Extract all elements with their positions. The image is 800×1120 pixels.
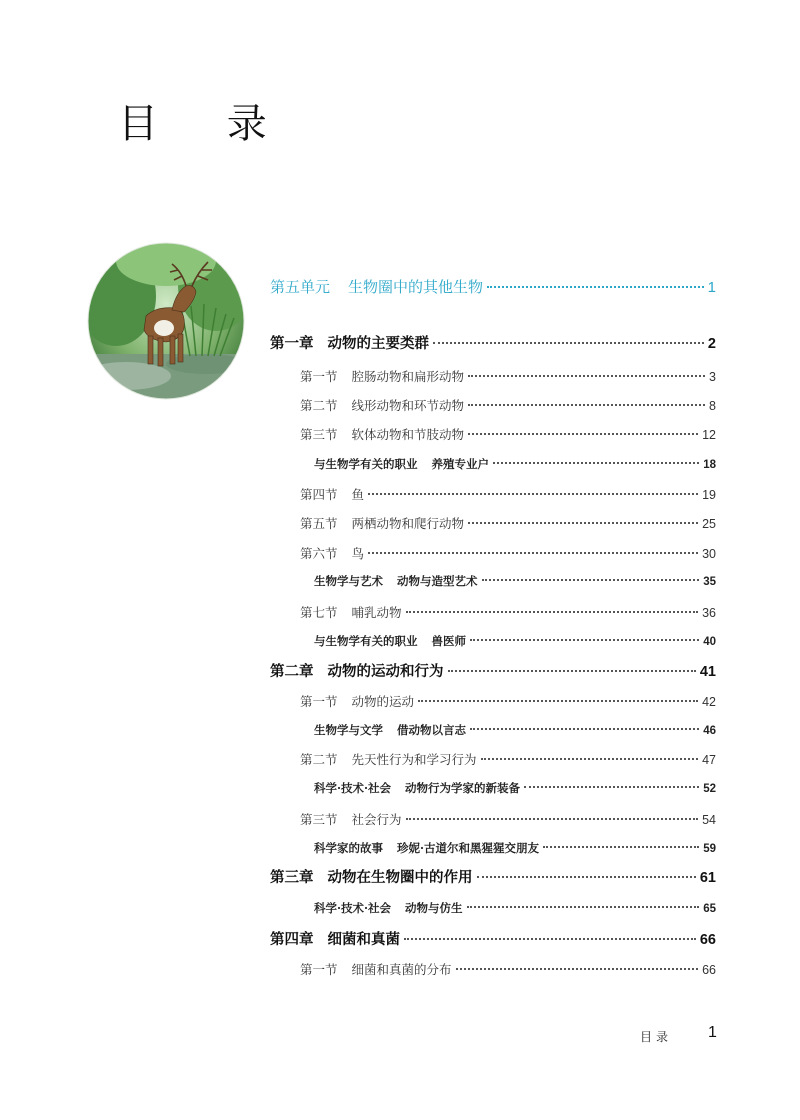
unit-entry[interactable] [270, 276, 716, 297]
chapter-prefix: 第二章 [270, 663, 314, 680]
dot-leader [477, 876, 696, 878]
dot-leader [468, 375, 705, 377]
section-title: 软体动物和节肢动物 [351, 427, 465, 442]
page-title: 目 录 [118, 101, 295, 147]
dot-leader [468, 404, 705, 406]
section-page: 36 [702, 606, 716, 620]
section-title: 细菌和真菌的分布 [351, 962, 452, 977]
dot-leader [448, 670, 696, 672]
section-page: 19 [702, 488, 716, 502]
unit-prefix: 第五单元 [270, 278, 331, 296]
section-prefix: 第一节 [300, 962, 338, 977]
chapter-entry[interactable] [270, 928, 716, 949]
section-title: 社会行为 [351, 812, 402, 827]
unit-title: 生物圈中的其他生物 [348, 278, 484, 296]
chapter-title: 动物的主要类群 [327, 335, 429, 352]
section-entry[interactable] [300, 514, 716, 532]
special-title: 养殖专业户 [431, 457, 489, 471]
section-title: 腔肠动物和扁形动物 [351, 369, 465, 384]
section-page: 42 [702, 695, 716, 709]
section-prefix: 第七节 [300, 605, 338, 620]
dot-leader [524, 786, 699, 788]
special-title: 借动物以言志 [397, 723, 466, 737]
section-prefix: 第五节 [300, 516, 338, 531]
section-entry[interactable] [300, 544, 716, 562]
section-title: 两栖动物和爬行动物 [351, 516, 465, 531]
section-entry[interactable] [300, 367, 716, 385]
section-title: 鱼 [351, 487, 365, 502]
dot-leader [487, 286, 704, 288]
dot-leader [404, 938, 696, 940]
section-entry[interactable] [300, 603, 716, 621]
chapter-title: 动物在生物圈中的作用 [327, 869, 473, 886]
dot-leader [468, 433, 698, 435]
special-entry[interactable] [314, 722, 716, 738]
special-prefix: 与生物学有关的职业 [314, 634, 418, 648]
section-entry[interactable] [300, 810, 716, 828]
special-prefix: 生物学与艺术 [314, 574, 383, 588]
section-entry[interactable] [300, 485, 716, 503]
special-prefix: 生物学与文学 [314, 723, 383, 737]
dot-leader [482, 579, 700, 581]
dot-leader [406, 611, 699, 613]
section-prefix: 第三节 [300, 812, 338, 827]
section-prefix: 第三节 [300, 427, 338, 442]
special-entry[interactable] [314, 456, 716, 472]
special-entry[interactable] [314, 840, 716, 856]
section-title: 哺乳动物 [351, 605, 402, 620]
section-entry[interactable] [300, 425, 716, 443]
chapter-prefix: 第三章 [270, 869, 314, 886]
special-prefix: 与生物学有关的职业 [314, 457, 418, 471]
unit-page: 1 [707, 279, 716, 296]
special-prefix: 科学家的故事 [314, 841, 383, 855]
chapter-entry[interactable] [270, 660, 716, 681]
section-title: 鸟 [351, 546, 365, 561]
chapter-title: 细菌和真菌 [327, 931, 400, 948]
section-prefix: 第二节 [300, 752, 338, 767]
special-entry[interactable] [314, 633, 716, 649]
section-entry[interactable] [300, 692, 716, 710]
special-page: 65 [703, 903, 716, 915]
special-page: 18 [703, 459, 716, 471]
dot-leader [406, 818, 699, 820]
dot-leader [368, 493, 698, 495]
chapter-prefix: 第一章 [270, 335, 314, 352]
special-page: 40 [703, 636, 716, 648]
dot-leader [468, 522, 698, 524]
section-page: 54 [702, 813, 716, 827]
section-title: 动物的运动 [351, 694, 415, 709]
dot-leader [368, 552, 698, 554]
special-title: 动物与仿生 [405, 901, 463, 915]
section-entry[interactable] [300, 750, 716, 768]
section-title: 先天性行为和学习行为 [351, 752, 477, 767]
section-page: 12 [702, 428, 716, 442]
dot-leader [433, 342, 704, 344]
section-page: 47 [702, 753, 716, 767]
special-title: 动物行为学家的新装备 [405, 781, 521, 795]
section-prefix: 第二节 [300, 398, 338, 413]
chapter-page: 2 [707, 336, 716, 352]
section-title: 线形动物和环节动物 [351, 398, 465, 413]
chapter-page: 41 [699, 664, 716, 680]
special-entry[interactable] [314, 573, 716, 589]
chapter-page: 61 [699, 870, 716, 886]
dot-leader [470, 728, 699, 730]
special-page: 59 [703, 843, 716, 855]
chapter-entry[interactable] [270, 866, 716, 887]
special-title: 动物与造型艺术 [397, 574, 478, 588]
section-entry[interactable] [300, 960, 716, 978]
footer-label: 目录 [640, 1030, 673, 1044]
section-page: 25 [702, 517, 716, 531]
dot-leader [418, 700, 698, 702]
section-entry[interactable] [300, 396, 716, 414]
special-page: 52 [703, 783, 716, 795]
special-entry[interactable] [314, 780, 716, 796]
section-prefix: 第一节 [300, 694, 338, 709]
dot-leader [456, 968, 699, 970]
chapter-title: 动物的运动和行为 [327, 663, 444, 680]
footer-page-number: 1 [708, 1024, 717, 1041]
section-prefix: 第一节 [300, 369, 338, 384]
dot-leader [470, 639, 699, 641]
special-entry[interactable] [314, 900, 716, 916]
chapter-entry[interactable] [270, 332, 716, 353]
special-title: 兽医师 [431, 634, 466, 648]
special-title: 珍妮·古道尔和黑猩猩交朋友 [397, 841, 540, 855]
chapter-page: 66 [699, 932, 716, 948]
section-page: 30 [702, 547, 716, 561]
section-page: 3 [709, 370, 716, 384]
special-prefix: 科学·技术·社会 [314, 901, 392, 915]
special-prefix: 科学·技术·社会 [314, 781, 392, 795]
special-page: 46 [703, 725, 716, 737]
dot-leader [493, 462, 699, 464]
section-page: 66 [702, 963, 716, 977]
special-page: 35 [703, 576, 716, 588]
section-prefix: 第六节 [300, 546, 338, 561]
dot-leader [467, 906, 700, 908]
dot-leader [481, 758, 699, 760]
dot-leader [543, 846, 699, 848]
section-page: 8 [709, 399, 716, 413]
chapter-prefix: 第四章 [270, 931, 314, 948]
section-prefix: 第四节 [300, 487, 338, 502]
